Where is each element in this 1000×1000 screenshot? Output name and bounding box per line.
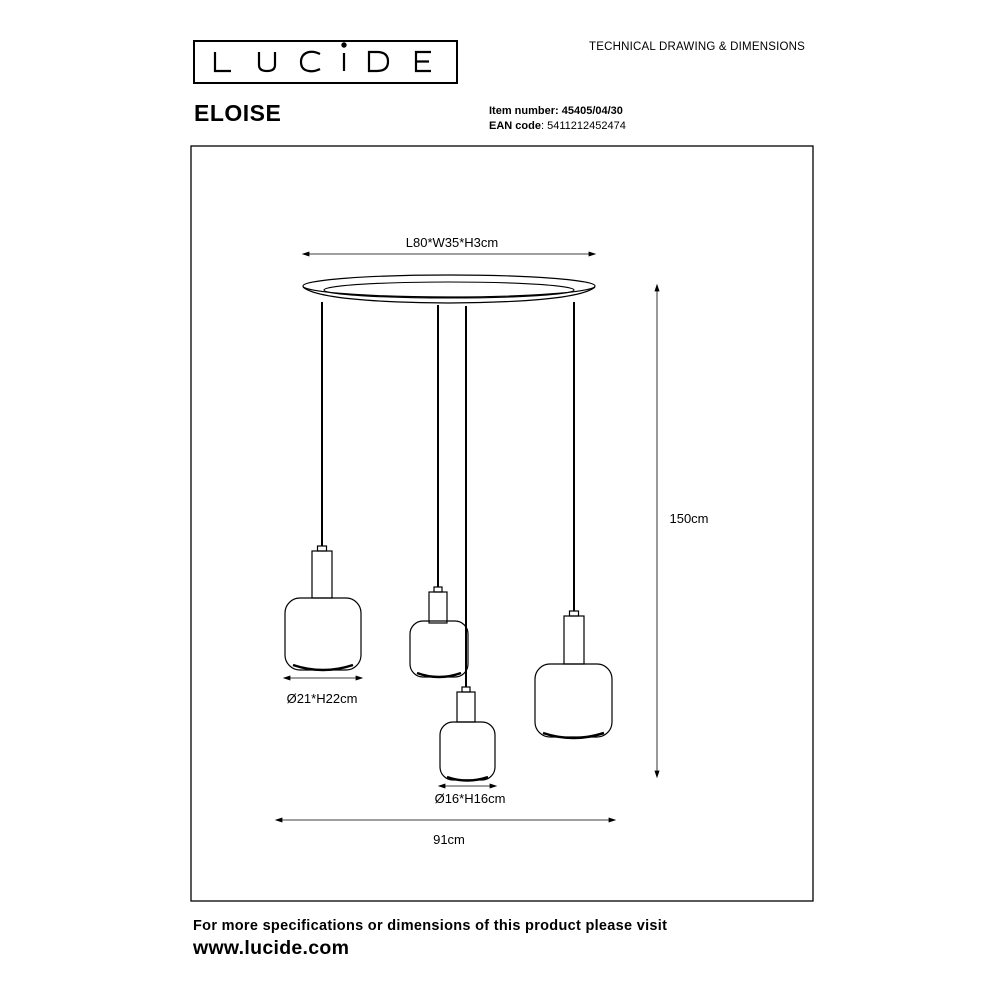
ean-row: EAN code: 5411212452474 — [489, 120, 626, 132]
item-number-value: 45405/04/30 — [561, 105, 623, 117]
total-width-dimension-line — [276, 818, 615, 822]
footer-url-link[interactable]: www.lucide.com — [193, 937, 350, 959]
document-title: TECHNICAL DRAWING & DIMENSIONS — [589, 41, 805, 53]
pendant-small-lower — [440, 687, 495, 781]
technical-drawing — [190, 145, 814, 902]
item-number-row — [489, 104, 626, 119]
ean-label: EAN code — [489, 120, 541, 132]
small-shade-dimension-line — [439, 784, 496, 788]
lucide-logo — [193, 40, 458, 84]
pendant-large-left — [285, 546, 361, 670]
ean-value: 5411212452474 — [547, 120, 626, 132]
canopy-dimension-line — [303, 252, 595, 256]
drawing-frame — [191, 146, 813, 901]
pendant-small-middle — [410, 587, 468, 677]
canopy-dimension-label: L80*W35*H3cm — [405, 235, 499, 250]
item-info — [489, 104, 626, 134]
pendant-large-right — [535, 611, 612, 738]
small-shade-dimension-label: Ø16*H16cm — [434, 791, 506, 806]
height-dimension-label: 150cm — [669, 511, 709, 526]
large-shade-dimension-label: Ø21*H22cm — [286, 691, 358, 706]
canopy — [303, 275, 595, 303]
height-dimension-line — [655, 285, 659, 777]
pendant-cords — [322, 302, 574, 687]
item-number-label: Item number: — [489, 105, 559, 117]
product-name: ELOISE — [194, 100, 282, 126]
large-shade-dimension-line — [284, 676, 362, 680]
total-width-dimension-label: 91cm — [433, 832, 465, 847]
footer-text: For more specifications or dimensions of this product please visit — [193, 918, 668, 934]
